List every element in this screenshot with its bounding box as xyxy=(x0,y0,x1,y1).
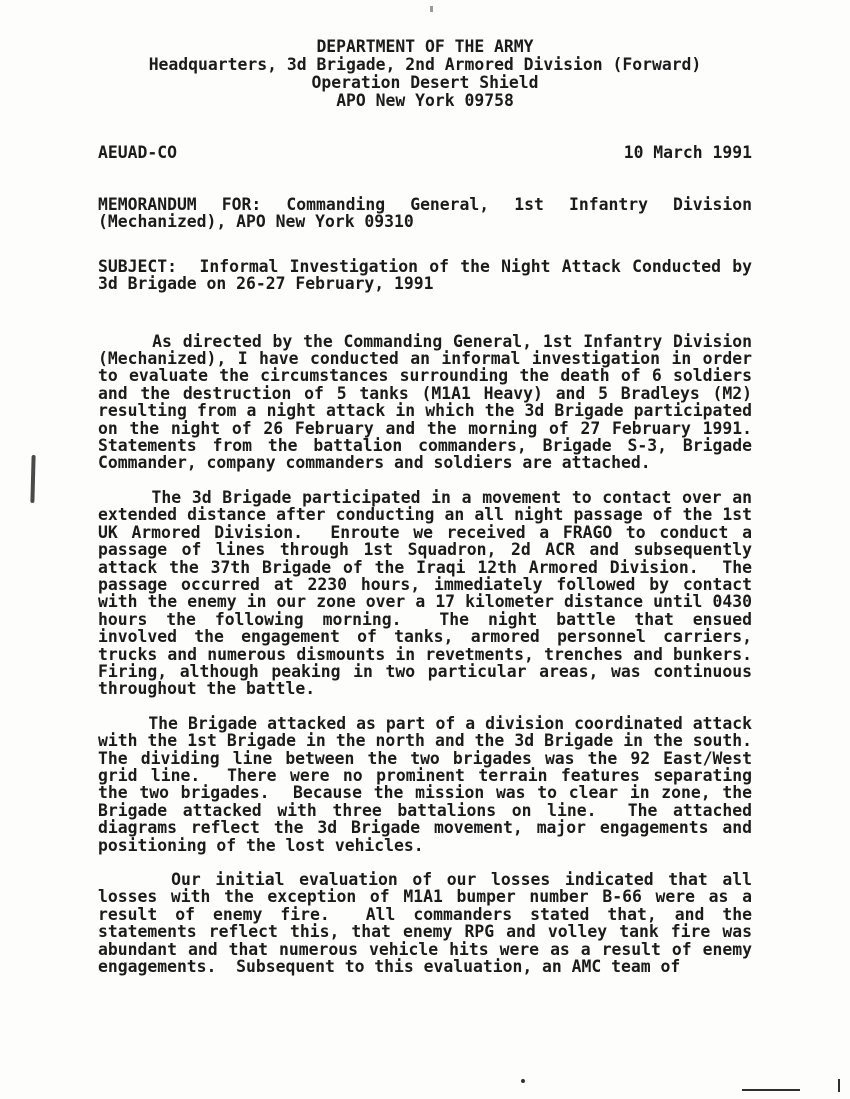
scan-artifact xyxy=(742,1089,800,1091)
letterhead xyxy=(98,38,752,110)
subject-line: SUBJECT: Informal Investigation of the Night Attack Conducted by 3d Brigade on 26-27 February, 1991 xyxy=(98,256,762,294)
scan-artifact xyxy=(30,455,35,503)
body-paragraph-4: Our initial evaluation of our losses indicated that all losses with the exception of M1A1 bumper number B-66 were as a result of enemy fire. All commanders stated that, and the statements reflect this, that enemy RPG and volley tank fire was abundant and that numerous vehicle hits were as a result of enemy engagements. Subsequent to this evaluation, an AMC team of xyxy=(98,870,762,977)
memorandum-for-line: MEMORANDUM FOR: Commanding General, 1st Infantry Division (Mechanized), APO New York 09310 xyxy=(98,195,762,232)
scan-artifact xyxy=(430,6,433,12)
reference-row xyxy=(98,144,752,162)
letterhead-operation-line: Operation Desert Shield xyxy=(311,73,539,92)
body-paragraph-2: The 3d Brigade participated in a movement to contact over an extended distance after conducting an all night passage of the 1st UK Armored Division. Enroute we received a FRAGO to conduct a passage of lines through 1st Squadron, 2d ACR and subsequently attack the 37th Brigade of the Iraqi 12th Armored Division. The passage occurred at 2230 hours, immediately followed by contact with the enemy in our zone over a 17 kilometer distance until 0430 hours the following morning. The night battle that ensued involved the engagement of tanks, armored personnel carriers, trucks and numerous dismounts in revetments, trenches and bunkers. Firing, although peaking in two particular areas, was continuous throughout the battle. xyxy=(98,487,772,699)
memo-date: 10 March 1991 xyxy=(623,143,752,162)
body-paragraph-1: As directed by the Commanding General, 1st Infantry Division (Mechanized), I have conducted an informal investigation in order to evaluate the circumstances surrounding the death of 6 soldiers and the destruction of 5 tanks (M1A1 Heavy) and 5 Bradleys (M2) resulting from a night attack in which the 3d Brigade participated on the night of 26 February and the morning of 27 February 1991. Statements from the battalion commanders, Brigade S-3, Brigade Commander, company commanders and soldiers are attached. xyxy=(98,331,772,473)
memo-content xyxy=(98,37,772,992)
letterhead-headquarters-line: Headquarters, 3d Brigade, 2nd Armored Division (Forward) xyxy=(148,55,702,74)
letterhead-apo-line: APO New York 09758 xyxy=(336,91,514,110)
scan-artifact xyxy=(838,1079,840,1092)
scan-artifact xyxy=(521,1079,525,1083)
office-symbol: AEUAD-CO xyxy=(98,143,177,162)
body-paragraph-3: The Brigade attacked as part of a division coordinated attack with the 1st Brigade in the north and the 3d Brigade in the south. The dividing line between the two brigades was the 92 East/West grid line. There were no prominent terrain features separating the two brigades. Because the mission was to clear in zone, the Brigade attacked with three battalions on line. The attached diagrams reflect the 3d Brigade movement, major engagements and positioning of the lost vehicles. xyxy=(98,713,772,855)
letterhead-department-line: DEPARTMENT OF THE ARMY xyxy=(316,37,534,56)
